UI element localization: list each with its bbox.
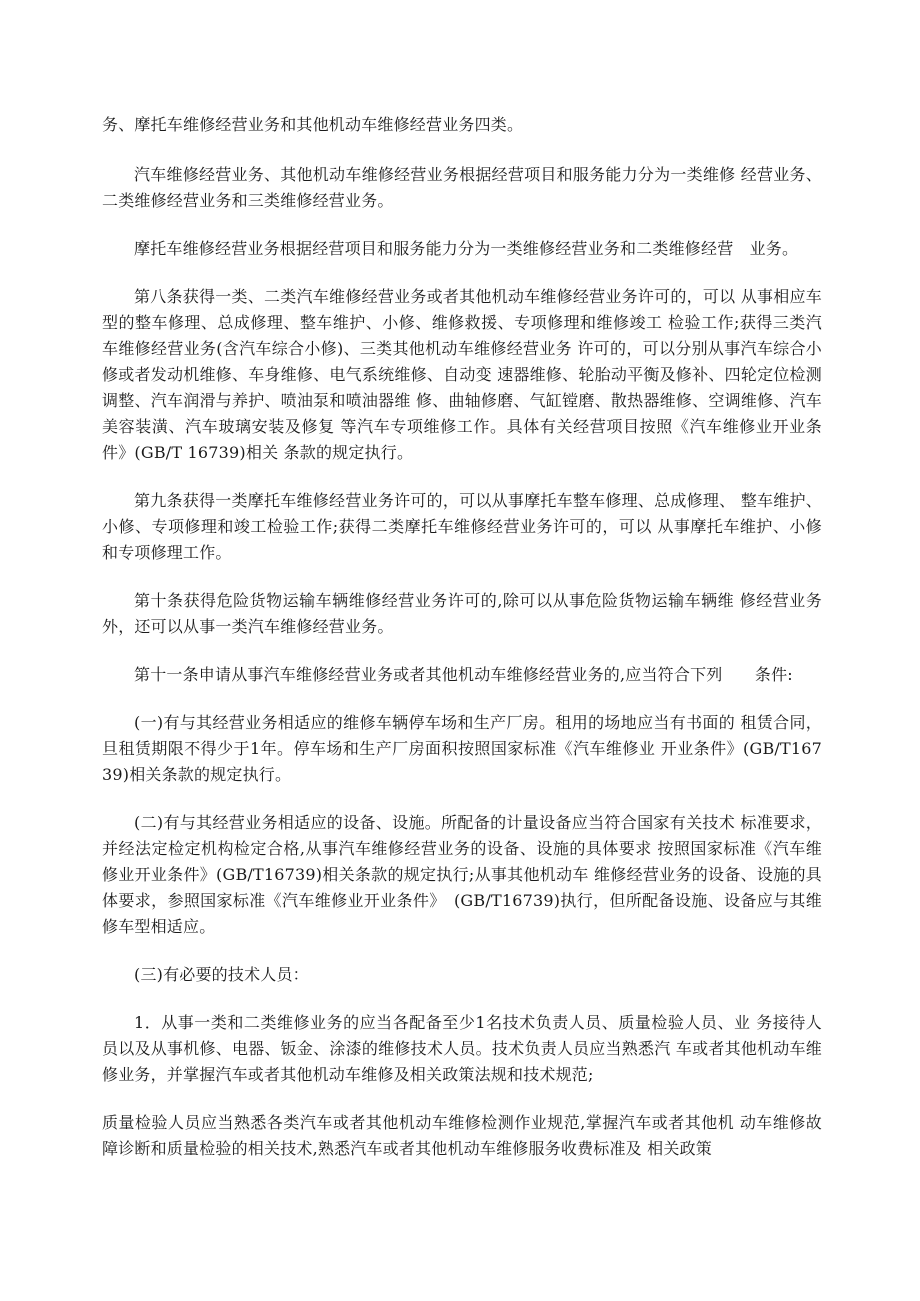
paragraph-continuation: 务、摩托车维修经营业务和其他机动车维修经营业务四类。 bbox=[102, 115, 524, 134]
paragraph-article-9: 第九条获得一类摩托车维修经营业务许可的，可以从事摩托车整车修理、总成修理、 整车维护、小修、专项修理和竣工检验工作;获得二类摩托车维修经营业务许可的，可以 从事摩托车维护、小修和专项修理工作。 bbox=[102, 491, 822, 562]
paragraph-article-8: 第八条获得一类、二类汽车维修经营业务或者其他机动车维修经营业务许可的，可以 从事相应车型的整车修理、总成修理、整车维护、小修、维修救援、专项修理和维修竣工 检验工作;获得三类汽车维修经营业务(含汽车综合小修)、三类其他机动车维修经营业务 许可的，可以分别从事汽车综合小修或者发动机维修、车身维修、电气系统维修、自动变 速器维修、轮胎动平衡及修补、四轮定位检测调整、汽车润滑与养护、喷油泵和喷油器维 修、曲轴修磨、气缸镗磨、散热器维修、空调维修、汽车美容装潢、汽车玻璃安装及修复 等汽车专项维修工作。具体有关经营项目按照《汽车维修业开业条件》(GB/T 16739)相关 条款的规定执行。 bbox=[102, 287, 822, 462]
paragraph-repair-classification: 汽车维修经营业务、其他机动车维修经营业务根据经营项目和服务能力分为一类维修 经营业务、二类维修经营业务和三类维修经营业务。 bbox=[102, 165, 822, 210]
paragraph-item-2: (二)有与其经营业务相适应的设备、设施。所配备的计量设备应当符合国家有关技术 标准要求，并经法定检定机构检定合格,从事汽车维修经营业务的设备、设施的具体要求 按照国家标准《汽车维修业开业条件》(GB/T16739)相关条款的规定执行;从事其他机动车 维修经营业务的设备、设施的具体要求，参照国家标准《汽车维修业开业条件》 (GB/T16739)执行，但所配备设施、设备应与其维修车型相适应。 bbox=[102, 813, 822, 936]
paragraph-quality-inspector: 质量检验人员应当熟悉各类汽车或者其他机动车维修检测作业规范,掌握汽车或者其他机 动车维修故障诊断和质量检验的相关技术,熟悉汽车或者其他机动车维修服务收费标准及 相关政策 bbox=[102, 1113, 822, 1158]
paragraph-item-3: (三)有必要的技术人员： bbox=[134, 965, 309, 984]
document-page bbox=[102, 112, 822, 1184]
paragraph-item-1: (一)有与其经营业务相适应的维修车辆停车场和生产厂房。租用的场地应当有书面的 租赁合同，旦租赁期限不得少于1年。停车场和生产厂房面积按照国家标准《汽车维修业 开业条件》(GB/T16739)相关条款的规定执行。 bbox=[102, 713, 822, 784]
paragraph-subitem-1: 1．从事一类和二类维修业务的应当各配备至少1名技术负责人员、质量检验人员、业 务接待人员以及从事机修、电器、钣金、涂漆的维修技术人员。技术负责人员应当熟悉汽 车或者其他机动车维修业务，并掌握汽车或者其他机动车维修及相关政策法规和技术规范; bbox=[102, 1013, 822, 1084]
paragraph-article-10: 第十条获得危险货物运输车辆维修经营业务许可的,除可以从事危险货物运输车辆维 修经营业务外，还可以从事一类汽车维修经营业务。 bbox=[102, 591, 822, 636]
paragraph-motorcycle-classification: 摩托车维修经营业务根据经营项目和服务能力分为一类维修经营业务和二类维修经营 业务。 bbox=[134, 239, 799, 258]
paragraph-article-11: 第十一条申请从事汽车维修经营业务或者其他机动车维修经营业务的,应当符合下列 条件: bbox=[134, 665, 793, 684]
